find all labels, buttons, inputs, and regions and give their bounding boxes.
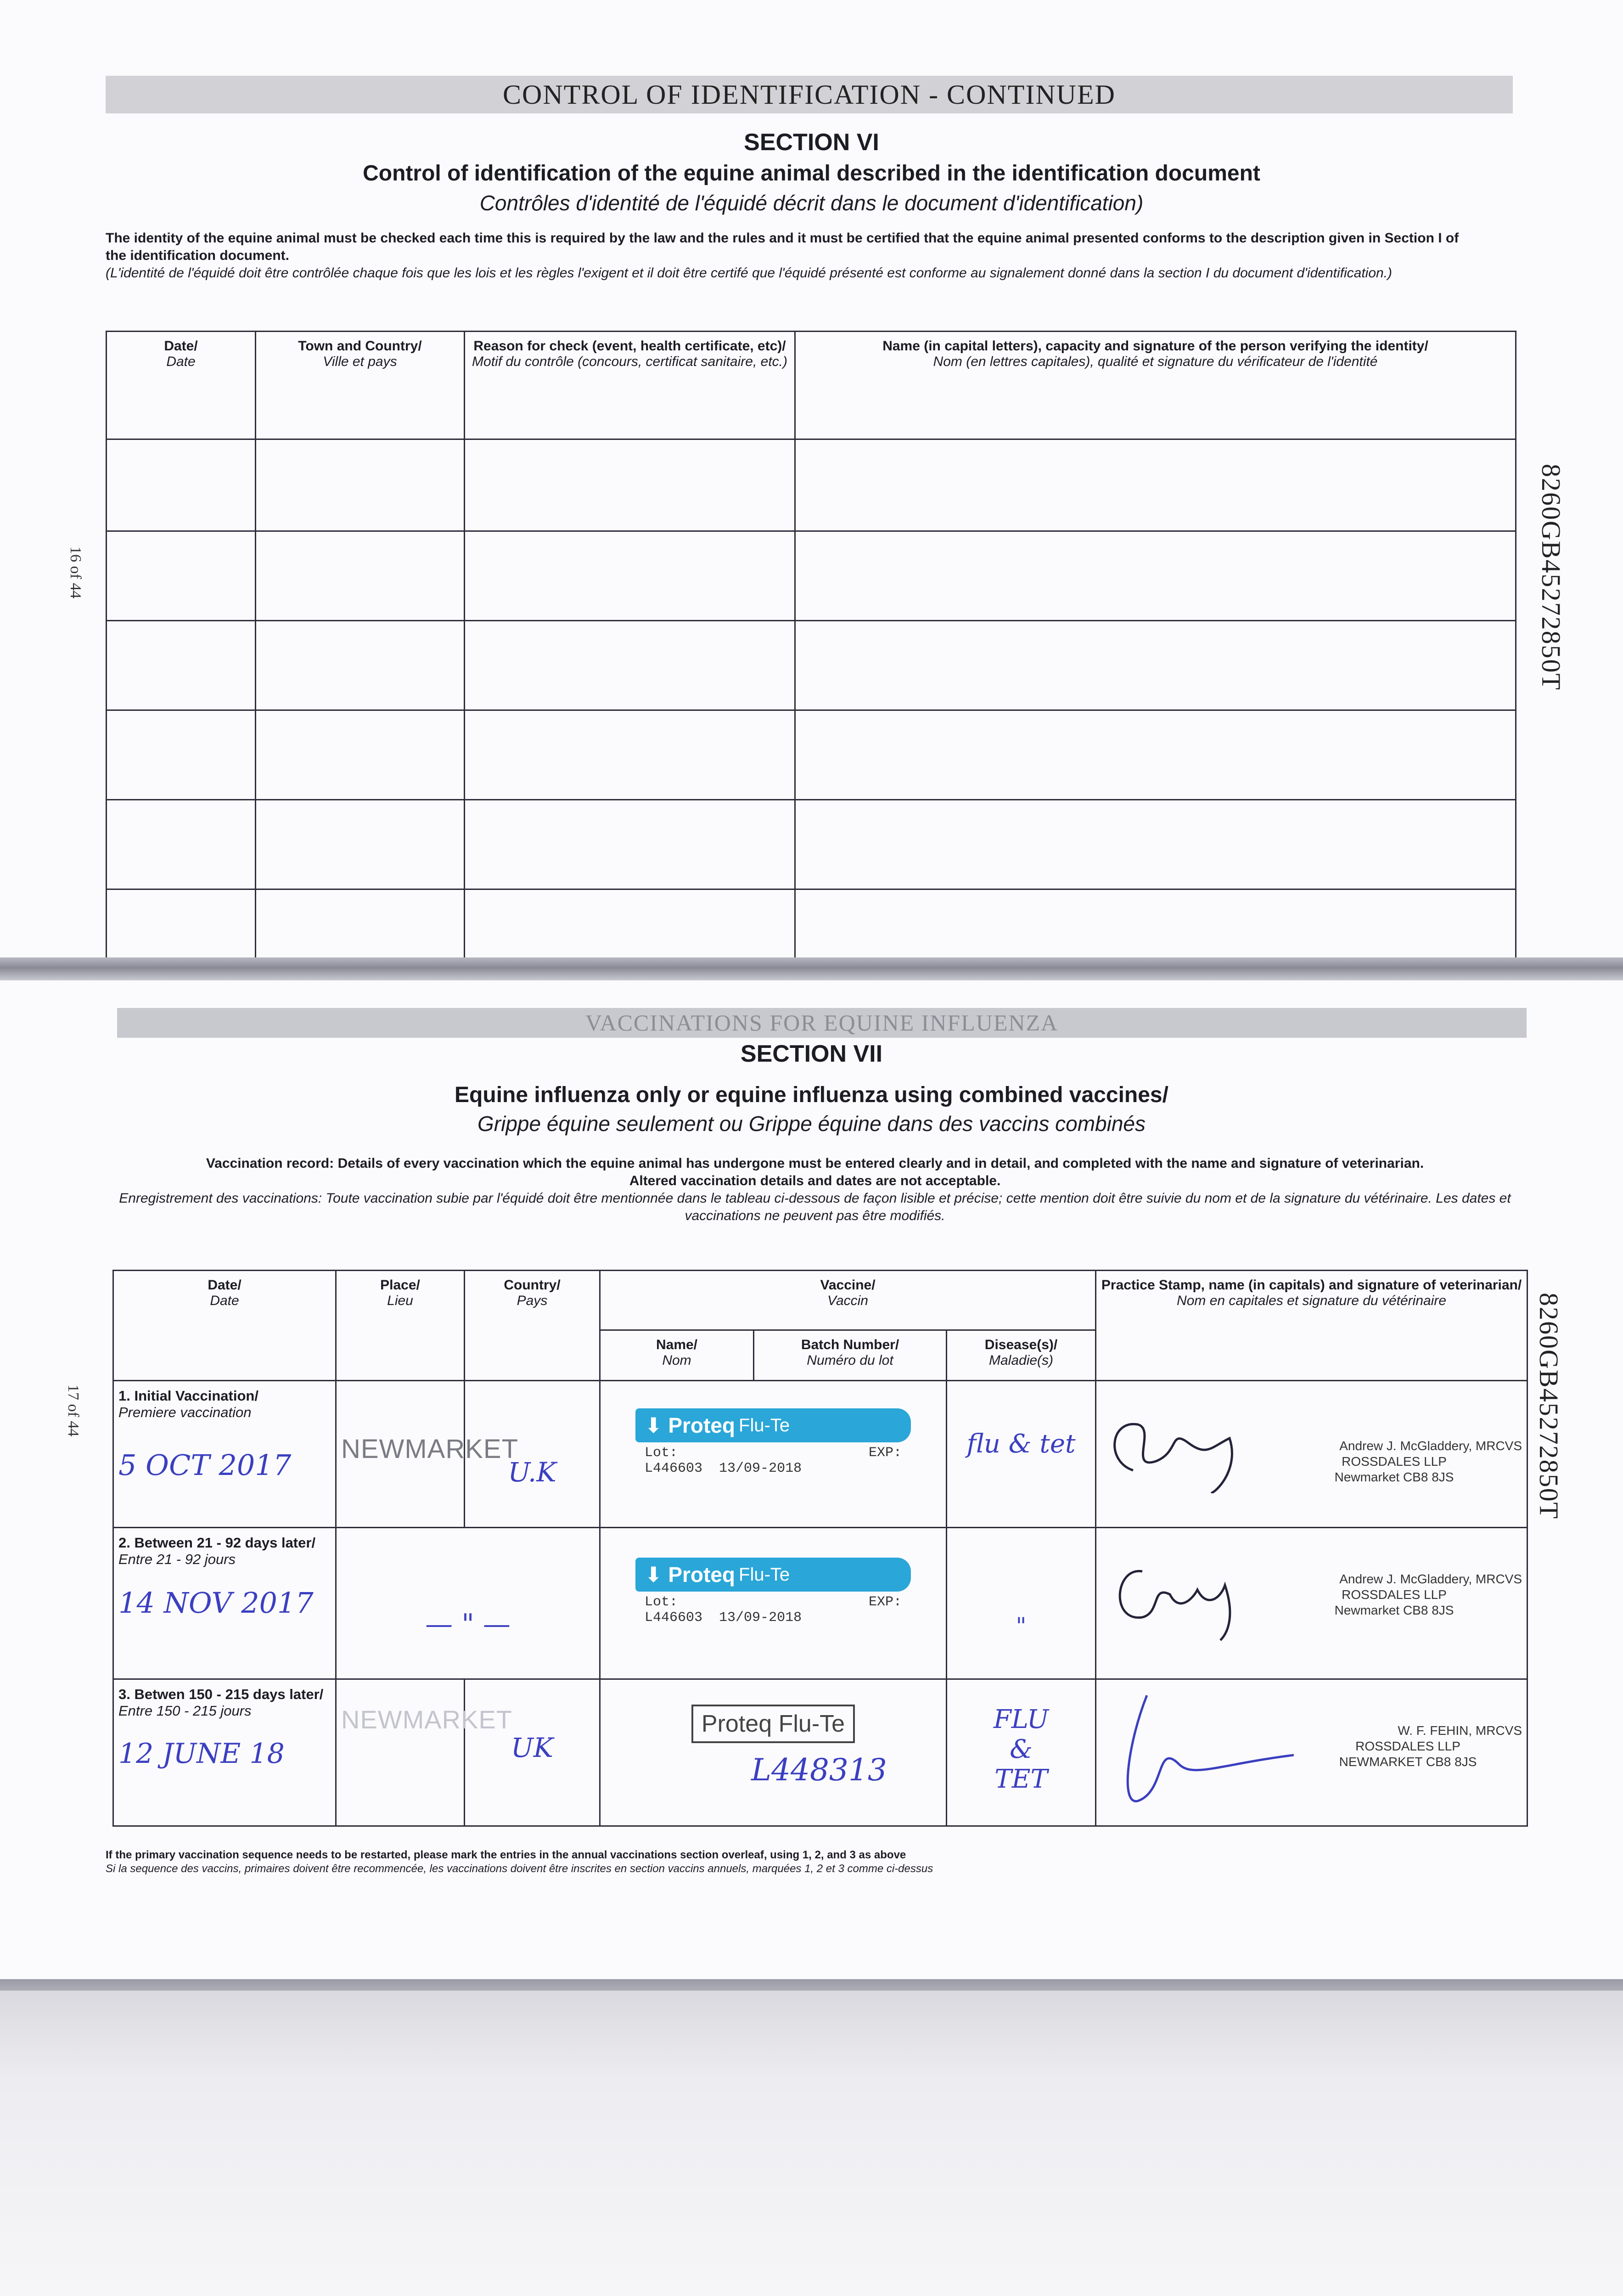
col-vaccine-name: Name/ Nom [600, 1330, 754, 1381]
row-1-country: U.K [508, 1457, 556, 1488]
row-3-country-cell [465, 1679, 600, 1826]
identity-check-table [106, 331, 1516, 959]
table-row [107, 621, 1516, 710]
vaccine-name-stamp: Proteq Flu-Te [691, 1705, 855, 1743]
page-number-17: 17 of 44 [65, 1384, 82, 1437]
table-row [107, 800, 1516, 889]
table-row [107, 710, 1516, 800]
row-2-place-country-cell [336, 1528, 600, 1679]
row-2-practice-cell: Andrew J. McGladdery, MRCVS ROSSDALES LLP Newmarket CB8 8JS [1096, 1528, 1528, 1679]
vaccine-label-sticker: ⬇ Proteq Flu-Te Lot: EXP: L446603 13/09-2018 [635, 1558, 911, 1628]
row-1-date: 5 OCT 2017 [118, 1448, 292, 1482]
vaccination-table [112, 1270, 1528, 1827]
row-2-disease: " [1016, 1613, 1027, 1639]
row-1-place: NEWMARKET [341, 1434, 518, 1464]
row-2-disease-cell [947, 1528, 1096, 1679]
footnote-fr: Si la sequence des vaccins, primaires doivent être recommencée, les vaccinations doivent être inscrites en section vaccins annuels, marquées 1, 2 et 3 comme ci-dessus [106, 1863, 933, 1875]
vet-signature-3 [1101, 1686, 1294, 1815]
table-header-row [107, 332, 1516, 439]
intro-en-2: Altered vaccination details and dates are not acceptable. [629, 1173, 1001, 1188]
page16-banner: CONTROL OF IDENTIFICATION - CONTINUED [106, 76, 1513, 113]
section-vii-intro [110, 1155, 1520, 1225]
col-reason: Reason for check (event, health certificate, etc)/ Motif du contrôle (concours, certificat sanitaire, etc.) [465, 332, 795, 439]
page-17 [0, 980, 1623, 1991]
row-1-place-cell [336, 1381, 518, 1528]
row-1-practice-cell: Andrew J. McGladdery, MRCVS ROSSDALES LLP Newmarket CB8 8JS [1096, 1381, 1528, 1528]
intro-fr: Enregistrement des vaccinations: Toute vaccination subie par l'équidé doit être mentionnée dans le tableau ci-dessous de façon lisible et précise; cette mention doit être suivie du nom et de la signature du vétérinaire. Les dates et vaccinations ne peuvent pas être modifiés. [119, 1191, 1511, 1223]
section-vii-title: SECTION VII [740, 1041, 883, 1067]
row-1-date-cell: 1. Initial Vaccination/ Premiere vaccination 5 OCT 2017 [113, 1381, 336, 1528]
row-2-date: 14 NOV 2017 [118, 1586, 314, 1620]
section-vii-heading-en: Equine influenza only or equine influenza using combined vaccines/ [455, 1083, 1168, 1107]
row-2-vaccine-cell [600, 1528, 947, 1679]
vaccine-label-sticker: ⬇ Proteq Flu-Te Lot: EXP: L446603 13/09-2018 [635, 1408, 911, 1479]
row-3-vaccine-cell [600, 1679, 947, 1826]
vet-signature-1 [1101, 1401, 1266, 1493]
table-row [113, 1679, 1528, 1826]
table-row [113, 1528, 1528, 1679]
col-verifier: Name (in capital letters), capacity and signature of the person verifying the identity/ Nom (en lettres capitales), qualité et signature du vérificateur de l'identité [795, 332, 1516, 439]
col-date: Date/ Date [113, 1271, 336, 1381]
table-row [107, 439, 1516, 531]
restart-footnote [106, 1848, 1520, 1876]
page-number-16: 16 of 44 [67, 546, 84, 599]
section-vi-title: SECTION VI [744, 129, 879, 156]
intro-en-1: Vaccination record: Details of every vaccination which the equine animal has undergone must be entered clearly and in detail, and completed with the name and signature of veterinarian. [206, 1156, 1424, 1171]
vet-signature-2 [1101, 1544, 1266, 1645]
col-practice-stamp: Practice Stamp, name (in capitals) and signature of veterinarian/ Nom en capitales et signature du vétérinaire [1096, 1271, 1528, 1381]
row-1-vaccine-cell [600, 1381, 947, 1528]
col-vaccine: Vaccine/ Vaccin [600, 1271, 1096, 1330]
row-3-place-cell [336, 1679, 512, 1826]
row-3-disease: FLU & TET [993, 1705, 1049, 1794]
table-row [113, 1381, 1528, 1528]
row-2-date-cell: 2. Between 21 - 92 days later/ Entre 21 - 92 jours 14 NOV 2017 [113, 1528, 336, 1679]
col-country: Country/ Pays [465, 1271, 600, 1381]
syringe-icon: ⬇ [645, 1563, 663, 1587]
row-2-place: — " — [425, 1608, 511, 1640]
intro-en: The identity of the equine animal must be checked each time this is required by the law and the rules and it must be certified that the equine animal presented conforms to the description given in Section I of the identification document. [106, 231, 1459, 263]
intro-fr: (L'identité de l'équidé doit être contrôlée chaque fois que les lois et les règles l'exigent et il doit être certifé que l'équidé présenté est conforme au signalement donné dans la section I du document d'identification.) [106, 265, 1393, 281]
col-place: Place/ Lieu [336, 1271, 465, 1381]
row-3-batch: L448313 [751, 1752, 887, 1788]
passport-number-p17: 8260GB45272850T [1534, 1293, 1564, 1519]
section-vi-intro [106, 230, 1483, 282]
row-3-practice-cell: W. F. FEHIN, MRCVS ROSSDALES LLP NEWMARKET CB8 8JS [1096, 1679, 1528, 1826]
row-3-disease-cell [947, 1679, 1096, 1826]
row-3-date-cell: 3. Betwen 150 - 215 days later/ Entre 150 - 215 jours 12 JUNE 18 [113, 1679, 336, 1826]
table-row [107, 889, 1516, 958]
table-header-row [113, 1271, 1528, 1330]
col-disease: Disease(s)/ Maladie(s) [947, 1330, 1096, 1381]
table-row [107, 531, 1516, 621]
section-vi-heading-fr: Contrôles d'identité de l'équidé décrit dans le document d'identification) [479, 191, 1144, 215]
page17-banner: VACCINATIONS FOR EQUINE INFLUENZA [117, 1008, 1527, 1038]
syringe-icon: ⬇ [645, 1413, 663, 1437]
passport-number-p16: 8260GB45272850T [1536, 464, 1566, 691]
page-gutter [0, 957, 1623, 980]
footnote-en: If the primary vaccination sequence needs to be restarted, please mark the entries in the annual vaccinations section overleaf, using 1, 2, and 3 as above [106, 1849, 906, 1861]
row-1-disease: flu & tet [966, 1429, 1076, 1459]
section-vii-heading-fr: Grippe équine seulement ou Grippe équine dans des vaccins combinés [477, 1112, 1146, 1136]
col-town-country: Town and Country/ Ville et pays [256, 332, 465, 439]
section-vi-heading-en: Control of identification of the equine animal described in the identification document [363, 161, 1260, 186]
col-batch: Batch Number/ Numéro du lot [754, 1330, 947, 1381]
row-1-disease-cell [947, 1381, 1096, 1528]
col-date: Date/ Date [107, 332, 256, 439]
row-3-date: 12 JUNE 18 [118, 1738, 285, 1770]
row-3-place: NEWMARKET [341, 1705, 512, 1734]
row-3-country: UK [511, 1732, 554, 1763]
page-16 [0, 0, 1623, 957]
scan-background [0, 1991, 1623, 2296]
